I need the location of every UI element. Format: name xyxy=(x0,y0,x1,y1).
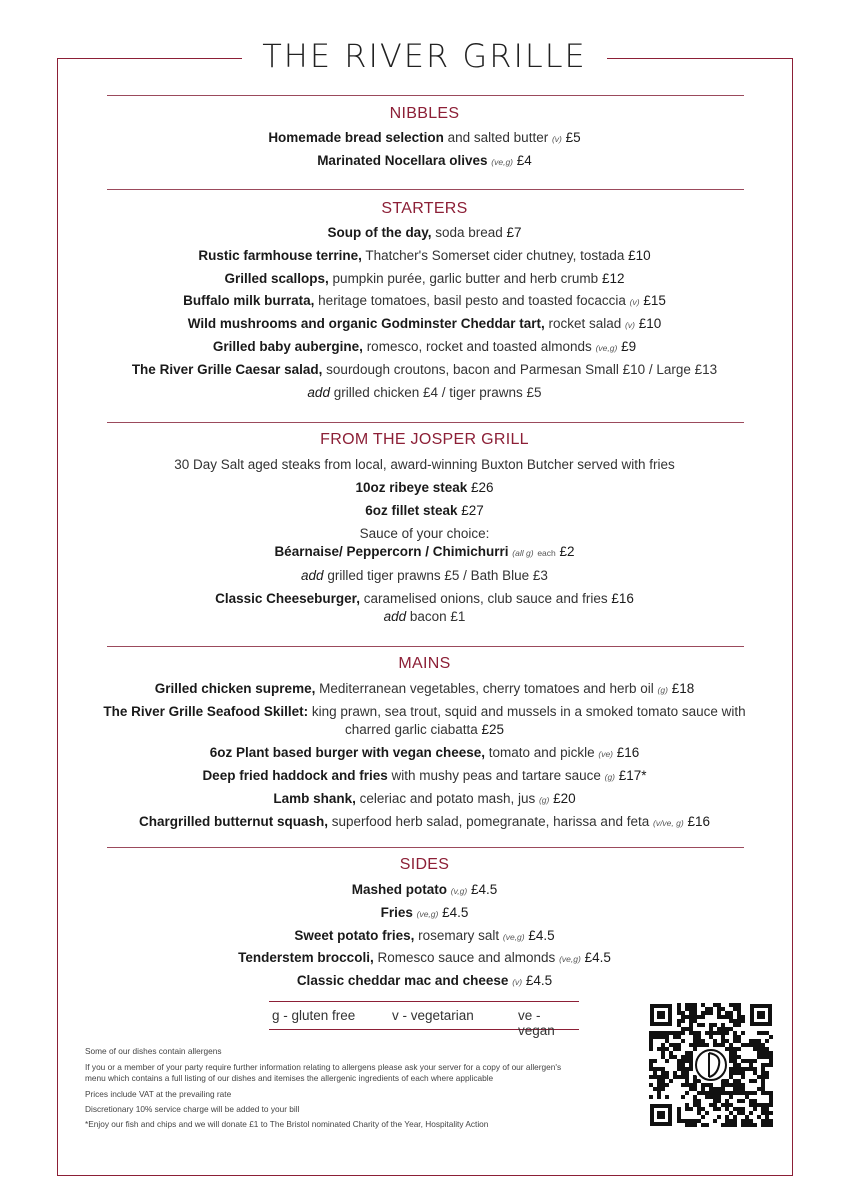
menu-item: Soup of the day, soda bread £7 xyxy=(327,225,522,240)
charity-note: *Enjoy our fish and chips and we will donate £1 to The Bristol nominated Charity of the Year, Hospitality Action xyxy=(85,1119,489,1129)
menu-item-continued: charred garlic ciabatta £25 xyxy=(344,722,505,737)
menu-item: Deep fried haddock and fries with mushy peas and tartare sauce (g) £17* xyxy=(202,768,647,783)
addon-line: add grilled chicken £4 / tiger prawns £5 xyxy=(307,385,542,400)
restaurant-title: THE RIVER GRILLE xyxy=(242,36,607,76)
section-heading-sides: SIDES xyxy=(399,856,450,873)
addon-line: add bacon £1 xyxy=(383,609,466,624)
menu-item: 6oz fillet steak £27 xyxy=(365,503,484,518)
allergen-info-1: If you or a member of your party require further information relating to allergens please ask your server for a copy of our allergen's xyxy=(85,1062,562,1072)
vat-note: Prices include VAT at the prevailing rate xyxy=(85,1089,232,1099)
section-divider xyxy=(107,422,744,423)
menu-item: Sweet potato fries, rosemary salt (ve,g) £4.5 xyxy=(294,928,555,943)
menu-item: Mashed potato (v,g) £4.5 xyxy=(351,882,498,897)
menu-item: 6oz Plant based burger with vegan cheese, tomato and pickle (ve) £16 xyxy=(209,745,640,760)
qr-code-icon[interactable] xyxy=(649,1003,773,1127)
sauce-options: Béarnaise/ Peppercorn / Chimichurri (all g) each £2 xyxy=(274,544,575,559)
section-heading-starters: STARTERS xyxy=(381,200,468,217)
section-divider xyxy=(107,847,744,848)
menu-item: 10oz ribeye steak £26 xyxy=(355,480,494,495)
menu-item: Homemade bread selection and salted butter (v) £5 xyxy=(268,130,581,145)
menu-item: Chargrilled butternut squash, superfood herb salad, pomegranate, harissa and feta (v/ve, g) £16 xyxy=(139,814,710,829)
title-wrap xyxy=(0,36,849,76)
legend-gluten-free: g - gluten free xyxy=(272,1008,356,1023)
menu-item: Classic cheddar mac and cheese (v) £4.5 xyxy=(296,973,553,988)
section-heading-nibbles: NIBBLES xyxy=(389,105,460,122)
menu-item: Buffalo milk burrata, heritage tomatoes, basil pesto and toasted focaccia (v) £15 xyxy=(183,293,666,308)
section-divider xyxy=(107,189,744,190)
menu-item: Rustic farmhouse terrine, Thatcher's Somerset cider chutney, tostada £10 xyxy=(198,248,651,263)
section-heading-mains: MAINS xyxy=(398,655,451,672)
section-heading-josper: FROM THE JOSPER GRILL xyxy=(320,431,529,448)
menu-item: Grilled chicken supreme, Mediterranean vegetables, cherry tomatoes and herb oil (g) £18 xyxy=(154,681,695,696)
dietary-legend xyxy=(269,1001,579,1038)
section-divider xyxy=(107,646,744,647)
menu-item: Wild mushrooms and organic Godminster Cheddar tart, rocket salad (v) £10 xyxy=(187,316,662,331)
menu-item: Grilled baby aubergine, romesco, rocket and toasted almonds (ve,g) £9 xyxy=(212,339,637,354)
allergen-info-2: menu which contains a full listing of our dishes and itemises the allergenic ingredients of each where applicable xyxy=(85,1073,494,1083)
legend-vegan: ve - vegan xyxy=(518,1008,555,1038)
menu-item: Classic Cheeseburger, caramelised onions, club sauce and fries £16 xyxy=(215,591,634,606)
josper-intro: 30 Day Salt aged steaks from local, award-winning Buxton Butcher served with fries xyxy=(174,457,675,472)
addon-line: add grilled tiger prawns £5 / Bath Blue £3 xyxy=(301,568,548,583)
menu-item: Grilled scallops, pumpkin purée, garlic butter and herb crumb £12 xyxy=(224,271,625,286)
section-divider xyxy=(107,95,744,96)
menu-item: The River Grille Seafood Skillet: king prawn, sea trout, squid and mussels in a smoked tomato sauce with xyxy=(103,704,746,719)
service-charge-note: Discretionary 10% service charge will be added to your bill xyxy=(85,1104,300,1114)
allergen-note: Some of our dishes contain allergens xyxy=(85,1046,222,1056)
menu-item: Lamb shank, celeriac and potato mash, jus (g) £20 xyxy=(273,791,576,806)
menu-item: Fries (ve,g) £4.5 xyxy=(380,905,469,920)
sauce-intro: Sauce of your choice: xyxy=(359,526,490,541)
legend-vegetarian: v - vegetarian xyxy=(392,1008,474,1023)
menu-item: The River Grille Caesar salad, sourdough croutons, bacon and Parmesan Small £10 / Large £13 xyxy=(131,362,718,377)
menu-item: Tenderstem broccoli, Romesco sauce and almonds (ve,g) £4.5 xyxy=(238,950,611,965)
menu-item: Marinated Nocellara olives (ve,g) £4 xyxy=(317,153,532,168)
